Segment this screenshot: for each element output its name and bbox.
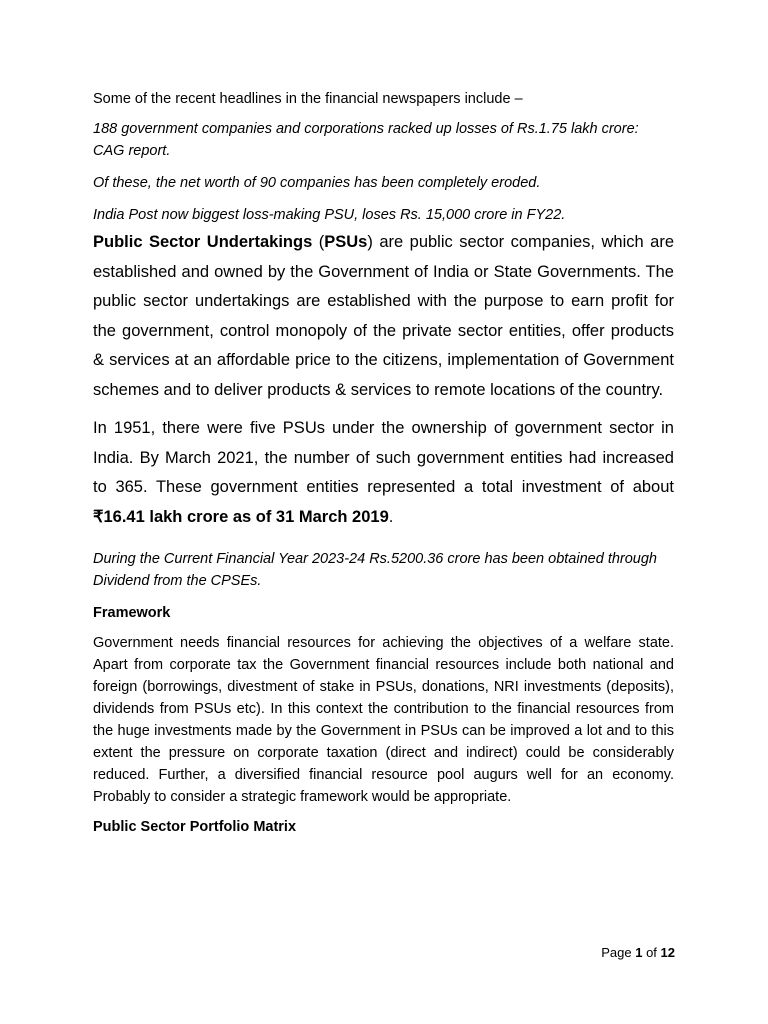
headline-item: India Post now biggest loss-making PSU, loses Rs. 15,000 crore in FY22. xyxy=(93,207,566,223)
document-page xyxy=(93,88,674,838)
page-current: 1 xyxy=(635,945,643,960)
psu-definition-text: are public sector companies, which are established and owned by the Government of India or State Governments. The public sector undertakings are established with the purpose to earn profit for the government, control monopoly of the private sector entities, offer products & services at an affordable price to the citizens, implementation of Government schemes and to deliver products & services to remote locations of the country. xyxy=(93,233,674,399)
page-of: of xyxy=(642,945,661,960)
framework-body: Government needs financial resources for achieving the objectives of a welfare state. Apart from corporate tax the Government financial resources include both national and foreign (borrowings, divestment of stake in PSUs, donations, NRI investments (deposits), dividends from PSUs etc). In this context the contribution to the financial resources from the huge investments made by the Government in PSUs can be improved a lot and to this extent the pressure on corporate taxation (direct and indirect) could be considerably reduced. Further, a diversified financial resource pool augurs well for an economy. Probably to consider a strategic framework would be appropriate. xyxy=(93,635,674,805)
psu-abbr: PSUs xyxy=(324,233,368,251)
psu-history-end: . xyxy=(388,507,394,526)
psu-term: Public Sector Undertakings xyxy=(93,233,313,251)
headline-item: 188 government companies and corporations racked up losses of Rs.1.75 lakh crore: CAG report. xyxy=(93,121,639,159)
psu-history-paragraph xyxy=(93,414,674,532)
page-number xyxy=(601,945,675,960)
psu-definition-paragraph: Public Sector Undertakings (PSUs) are public sector companies, which are established and owned by the Government of India or State Governments. The public sector undertakings are established with the purpose to earn profit for the government, control monopoly of the private sector entities, offer products & services at an affordable price to the citizens, implementation of Government schemes and to deliver products & services to remote locations of the country. xyxy=(93,233,674,399)
page-prefix: Page xyxy=(601,945,636,960)
headline-item: Of these, the net worth of 90 companies has been completely eroded. xyxy=(93,175,541,191)
investment-figure: ₹16.41 lakh crore as of 31 March 2019 xyxy=(93,507,389,526)
intro-text: Some of the recent headlines in the financial newspapers include – xyxy=(93,91,523,107)
dividend-note: During the Current Financial Year 2023-24 Rs.5200.36 crore has been obtained through Dividend from the CPSEs. xyxy=(93,551,657,589)
page-total: 12 xyxy=(660,945,675,960)
portfolio-matrix-heading: Public Sector Portfolio Matrix xyxy=(93,819,297,835)
framework-heading: Framework xyxy=(93,605,171,621)
psu-history-text: In 1951, there were five PSUs under the ownership of government sector in India. By March 2021, the number of such government entities had increased to 365. These government entities represented a total investment of about xyxy=(93,419,674,496)
